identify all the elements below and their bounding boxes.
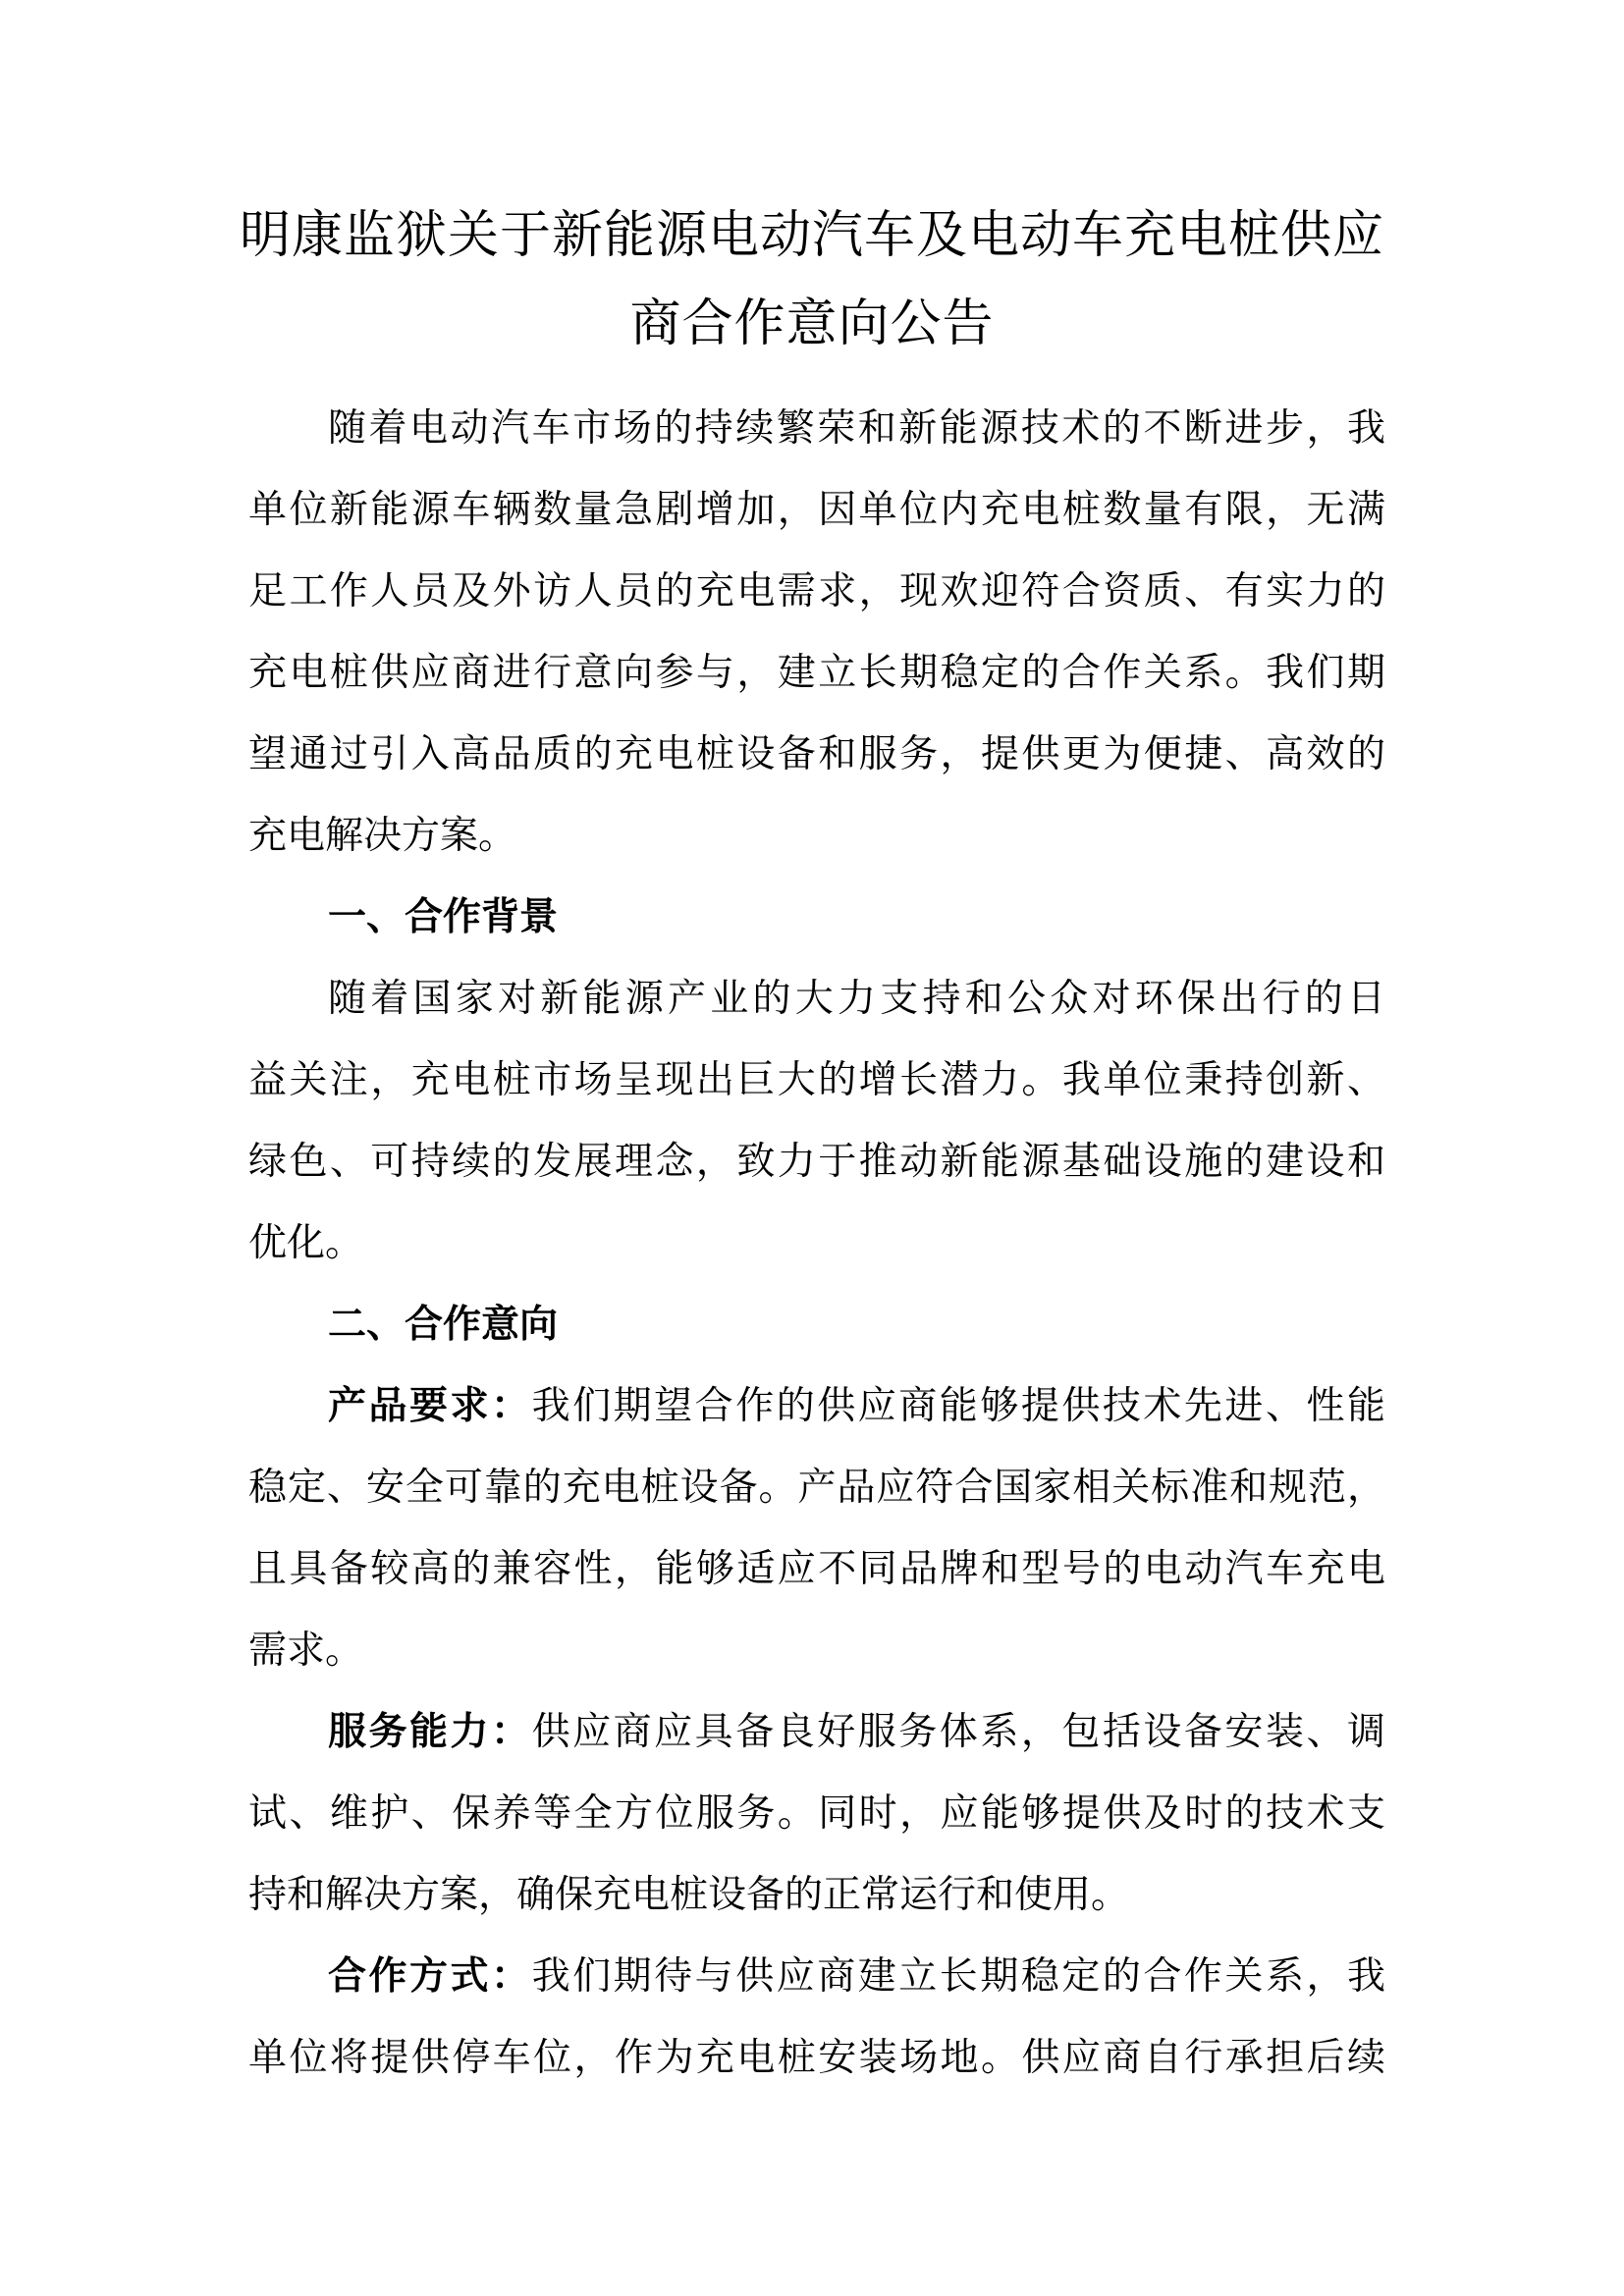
document-title-line-1: 明康监狱关于新能源电动汽车及电动车充电桩供应	[239, 206, 1384, 265]
service-line: 试、维护、保养等全方位服务。同时，应能够提供及时的技术支	[248, 1791, 1385, 1836]
section-heading-background: 一、合作背景	[328, 895, 559, 939]
cooperation-mode-label: 合作方式：	[328, 1954, 532, 1999]
section-heading-intent: 二、合作意向	[328, 1303, 559, 1347]
product-line: 且具备较高的兼容性，能够适应不同品牌和型号的电动汽车充电	[248, 1547, 1385, 1591]
intro-line: 望通过引入高品质的充电桩设备和服务，提供更为便捷、高效的	[248, 732, 1385, 776]
product-requirements-label: 产品要求：	[328, 1384, 532, 1428]
intro-line: 充电解决方案。	[248, 814, 517, 858]
cooperation-mode-text: 我们期待与供应商建立长期稳定的合作关系，我	[531, 1954, 1385, 1999]
background-line: 优化。	[248, 1221, 364, 1265]
intro-line: 充电桩供应商进行意向参与，建立长期稳定的合作关系。我们期	[248, 651, 1385, 695]
product-requirements-text: 我们期望合作的供应商能够提供技术先进、性能	[531, 1384, 1385, 1428]
background-line: 益关注，充电桩市场呈现出巨大的增长潜力。我单位秉持创新、	[248, 1058, 1385, 1102]
product-line: 稳定、安全可靠的充电桩设备。产品应符合国家相关标准和规范，	[248, 1466, 1385, 1510]
background-line: 随着国家对新能源产业的大力支持和公众对环保出行的日	[328, 977, 1385, 1021]
cooperation-mode-first-line	[328, 1954, 1385, 1999]
product-requirements-first-line	[328, 1384, 1385, 1428]
product-line: 需求。	[248, 1629, 364, 1673]
service-capability-label: 服务能力：	[328, 1710, 532, 1754]
service-line: 持和解决方案，确保充电桩设备的正常运行和使用。	[248, 1873, 1130, 1917]
document-title-line-2: 商合作意向公告	[629, 294, 995, 353]
intro-line: 足工作人员及外访人员的充电需求，现欢迎符合资质、有实力的	[248, 569, 1385, 614]
background-line: 绿色、可持续的发展理念，致力于推动新能源基础设施的建设和	[248, 1140, 1385, 1184]
service-capability-first-line	[328, 1710, 1385, 1754]
service-capability-text: 供应商应具备良好服务体系，包括设备安装、调	[531, 1710, 1385, 1754]
intro-line: 单位新能源车辆数量急剧增加，因单位内充电桩数量有限，无满	[248, 488, 1385, 532]
intro-line: 随着电动汽车市场的持续繁荣和新能源技术的不断进步，我	[328, 406, 1385, 451]
cooperation-line: 单位将提供停车位，作为充电桩安装场地。供应商自行承担后续	[248, 2036, 1385, 2080]
